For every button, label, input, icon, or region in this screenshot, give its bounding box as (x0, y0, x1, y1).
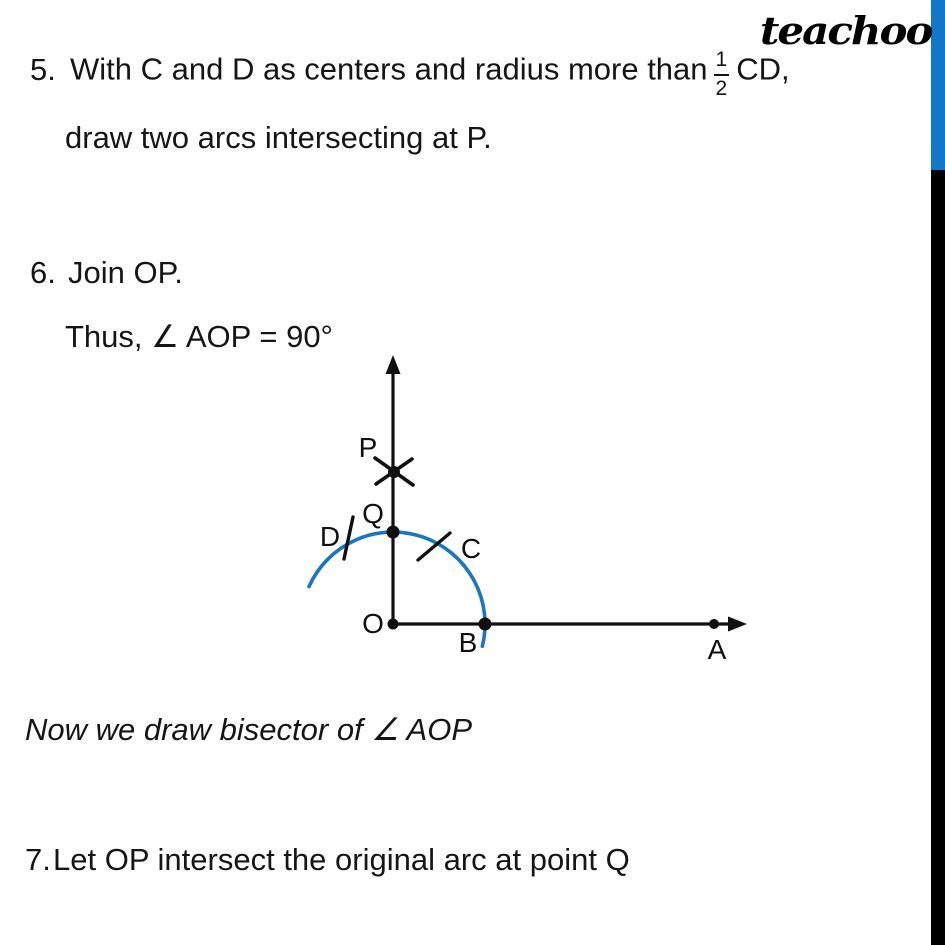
label-C: C (460, 533, 482, 564)
step5-text-after-fraction: CD, (736, 51, 790, 87)
label-D: D (319, 521, 341, 552)
point-O-dot (388, 619, 399, 630)
note-bisector: Now we draw bisector of ∠ AOP (25, 712, 473, 747)
step7-text: Let OP intersect the original arc at point Q (53, 842, 630, 877)
tick-mark-D (344, 517, 353, 559)
point-P-dot (388, 466, 400, 478)
fraction-numerator: 1 (714, 49, 730, 76)
point-B-dot (479, 618, 492, 631)
label-B: B (458, 627, 478, 658)
arrowhead-up-icon (386, 355, 401, 374)
step5-line2: draw two arcs intersecting at P. (65, 120, 492, 155)
step5-text-before-fraction: With C and D as centers and radius more than (70, 51, 708, 87)
label-A: A (707, 634, 727, 665)
step6-text: Join OP. (68, 255, 183, 290)
teachoo-logo: teachoo (760, 8, 932, 54)
step7-number: 7. (25, 842, 51, 877)
label-O: O (362, 608, 384, 639)
step5-number: 5. (30, 51, 56, 87)
point-A-dot (709, 619, 719, 629)
step6-line2: Thus, ∠ AOP = 90° (65, 319, 333, 354)
step6-number: 6. (30, 255, 56, 290)
label-P: P (358, 432, 378, 463)
label-Q: Q (362, 498, 384, 529)
point-Q-dot (387, 526, 400, 539)
arrowhead-right-icon (728, 617, 747, 632)
fraction-denominator: 2 (715, 76, 728, 100)
step7-line1 (25, 844, 630, 875)
